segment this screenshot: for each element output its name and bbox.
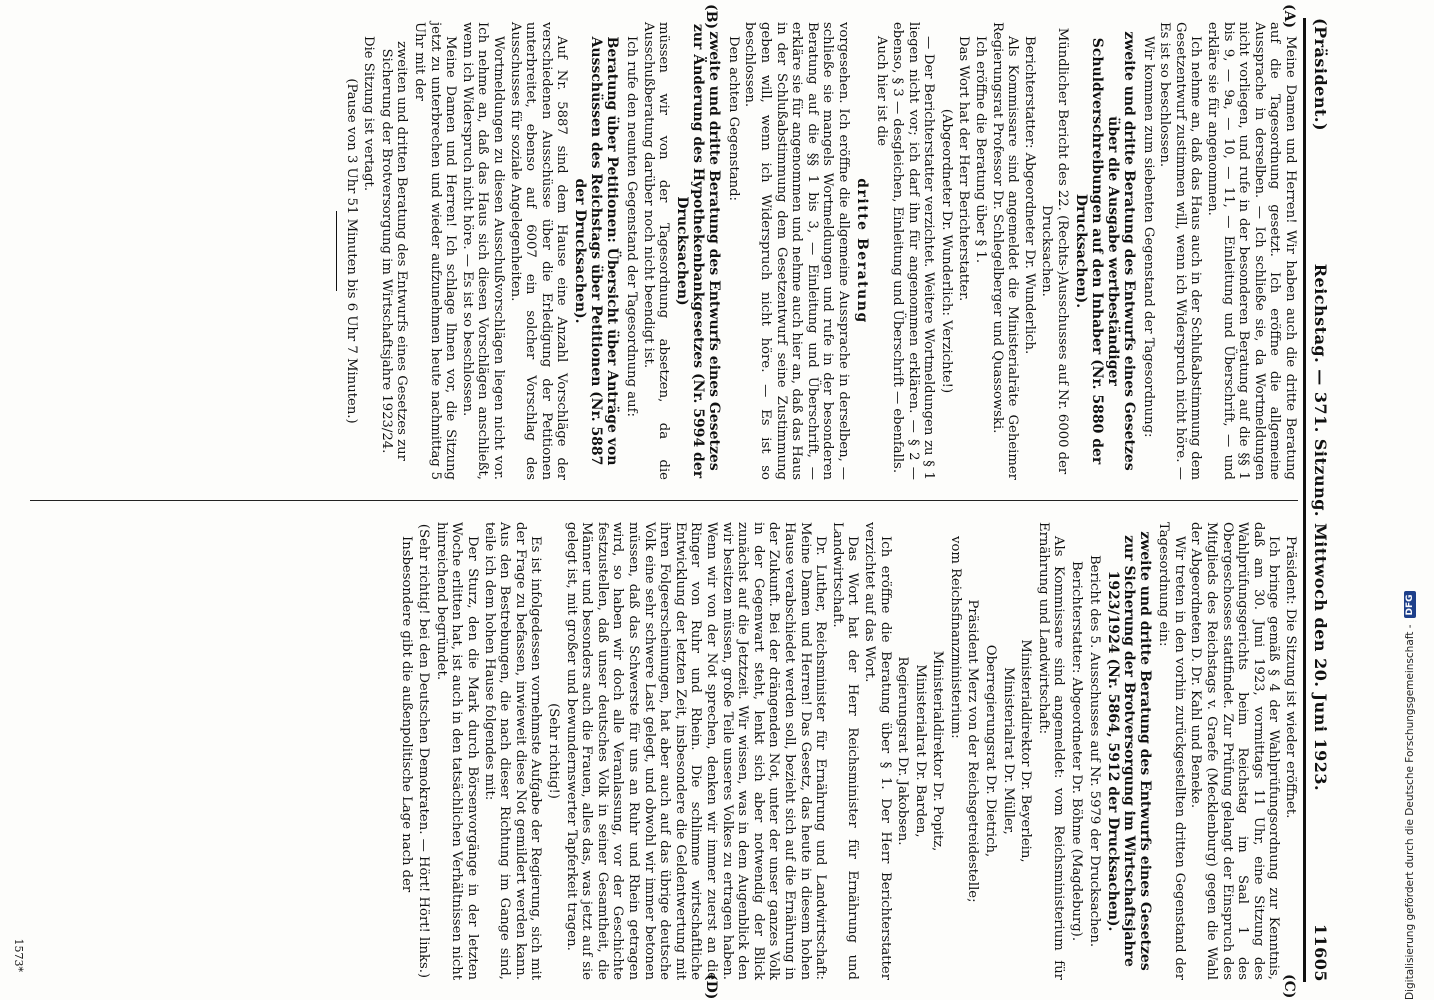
speech-paragraph: Der Sturz, den die Mark durch Börsenvorgänge in der letzten Woche erlitten hat, ist auch in den tatsächlichen Verhältnissen nicht hinreichend begründet.	[433, 522, 481, 980]
page-number: 11605	[1310, 923, 1330, 982]
paragraph: — Der Berichterstatter verzichtet. Weitere Wortmeldungen zu § 1 liegen nicht vor; ich darf ihn für angenommen erklären. — § 2 — ebenso, § 3 — desgleichen, Einleitung und Überschrift — ebenfalls.	[890, 22, 937, 480]
paragraph: Als Kommissare sind angemeldet die Ministerialräte Geheimer Regierungsrat Professor Dr. Schlegelberger und Quassowski.	[989, 22, 1021, 480]
header-title: Reichstag. — 371. Sitzung. Mittwoch den 20. Juni 1923.	[1310, 263, 1330, 792]
digitization-credit	[1396, 0, 1424, 1000]
paragraph: Ich nehme an, daß das Haus auch in der Schlußabstimmung dem Gesetzentwurf zustimmen will, wenn ich Widerspruch nicht höre. — Es ist so beschlossen.	[1157, 22, 1204, 480]
margin-marker-c: (C)	[1281, 974, 1297, 999]
paragraph: Den achten Gegenstand:	[725, 36, 741, 201]
paragraph: Ich eröffne die Beratung über § 1.	[973, 36, 989, 264]
commissioner-item: Ministerialdirektor Dr. Beyerlein,	[1018, 639, 1034, 863]
header-rule	[1303, 18, 1306, 982]
interjection: (Abgeordneter Dr. Wunderlich: Verzichte!)	[938, 108, 954, 394]
paragraph: Ich eröffne die Beratung über § 1. Der Herr Berichterstatter verzichtet auf das Wort.	[861, 522, 893, 980]
paragraph: Auf Nr. 5887 sind dem Hause eine Anzahl Vorschläge der verschiedenen Ausschüsse über die Erledigung der Petitionen unterbreitet, ebenso auf 6007 ein solcher Vorschlag des Ausschusses für soziale Angelegenheiten.	[507, 22, 570, 480]
paragraph: vom Reichsfinanzministerium:	[947, 536, 963, 739]
page-header	[1308, 18, 1332, 982]
paragraph: Mündlicher Bericht des 22. (Rechts-)Ausschusses auf Nr. 6000 der Drucksachen.	[1039, 27, 1071, 475]
agenda-heading: dritte Beratung	[853, 178, 870, 324]
paragraph: Meine Damen und Herren! Wir haben auch die dritte Beratung auf die Tagesordnung gesetzt. Ich eröffne die allgemeine Aussprache in derselben. — Ich schließe sie, da Wortmeldungen nicht vorliegen, und rufe in der besonderen Beratung auf die §§ 1 bis 9, — 9a, — 10, — 11, — Einleitung und Überschrift, — und erkläre sie für angenommen.	[1205, 22, 1298, 480]
agenda-heading: Beratung über Petitionen: Übersicht über Anträge von Ausschüssen des Reichstags über Petitionen (Nr. 5887 der Drucksachen).	[572, 36, 621, 466]
left-column	[330, 22, 1298, 480]
paragraph: Auch hier ist die	[873, 36, 889, 147]
commissioner-item: Oberregierungsrat Dr. Dietrich,	[983, 644, 999, 858]
interjection: (Sehr richtig!)	[546, 703, 562, 799]
speech-paragraph: Dr. Luther, Reichsminister für Ernährung und Landwirtschaft: Meine Damen und Herren! Das Gesetz, das heute in diesem hohen Hause verabschiedet werden soll, bezieht sich auf die Ernährung in der Zukunft. Bei der drängenden Not, unter der unser ganzes Volk in der Gegenwart steht, lenkt sich aber notwendig der Blick zunächst auf die Jetztzeit. Wir wissen, was in dem Augenblick den wir besitzen müssen, große Teile unseres Volkes zu ertragen haben. Wenn wir von der Not sprechen, denken wir immer zuerst an die Ringer von Ruhr und Rhein. Die schlimme wirtschaftliche Entwicklung der letzten Zeit, insbesondere die Geldentwertung mit ihren Folgeerscheinungen, hat aber auch auf das übrige deutsche Volk eine sehr schwere Last gelegt, und obwohl wir immer betonen müssen, daß das Schwerste für uns an Ruhr und Rhein getragen wird, so haben wir doch alle Veranlassung, vor der Geschichte festzustellen, daß unser deutsches Volk in seiner Gesamtheit, die Männer und besonders auch die Frauen, alles das, was jetzt auf sie gelegt ist, mit großer und bewundernswerter Tapferkeit tragen.	[563, 522, 829, 980]
commissioner-item: Regierungsrat Dr. Jakobsen.	[895, 656, 911, 846]
section-rule	[336, 211, 337, 291]
paragraph: Als Kommissare sind angemeldet: vom Reichsministerium für Ernährung und Landwirtschaft:	[1035, 522, 1067, 980]
speech-paragraph: Insbesondere gibt die außenpolitische Lage nach der	[398, 536, 414, 893]
paragraph: Bericht des 5. Ausschusses auf Nr. 5979 der Drucksachen.	[1086, 554, 1102, 948]
paragraph: Präsident Merz von der Reichsgetreidestelle;	[965, 599, 981, 903]
interjection: (Sehr richtig! bei den Deutschen Demokraten. — Hört! Hört! links.)	[416, 523, 432, 979]
margin-marker-a: (A)	[1281, 4, 1297, 29]
paragraph: Wortmeldungen zu diesen Ausschußvorschlägen liegen nicht vor. Ich nehme an, daß das Haus sich diesen Vorschlägen anschließt, wenn ich Widerspruch nicht höre. — Es ist so beschlossen.	[459, 22, 507, 480]
commissioner-item: Ministerialrat Dr. Müller,	[1000, 667, 1016, 835]
speech-paragraph: Es ist infolgedessen vornehmste Aufgabe der Regierung, sich mit der Frage zu befassen, inwieweit diese Not gemildert werden kann. Aus den Bestrebungen, die nach dieser Richtung im Gange sind, teile ich dem hohen Hause folgendes mit:	[481, 522, 544, 980]
paragraph: Wir treten in den vorhin zurückgestellten dritten Gegenstand der Tagesordnung ein:	[1156, 522, 1187, 980]
paragraph: Berichterstatter: Abgeordneter Dr. Wunderlich.	[1021, 36, 1037, 355]
agenda-heading: zweite und dritte Beratung des Entwurfs eines Gesetzes über die Ausgabe wertbeständiger Schuldverschreibungen auf den Inhaber (Nr. 5880 der Drucksachen).	[1073, 31, 1138, 471]
paragraph: Ich bringe gemäß § 4 der Wahlprüfungsordnung zur Kenntnis, daß am 30. Juni 1923, vormittags 11 Uhr, eine Sitzung des Wahlprüfungsgerichts beim Reichstag im Saal 1 des Obergeschosses stattfindet. Zur Prüfung gelangt der Einspruch des Mitglieds des Reichstags v. Graefe (Mecklenburg) gegen die Wahl der Abgeordneten D. Dr. Kahl und Beneke.	[1188, 522, 1282, 980]
paragraph: Berichterstatter: Abgeordneter Dr. Böhme (Magdeburg).	[1069, 560, 1085, 942]
paragraph: Wir kommen zum siebenten Gegenstand der Tagesordnung:	[1140, 36, 1156, 438]
paragraph: zweiten und dritten Beratung des Entwurfs eines Gesetzes zur Sicherung der Brotversorgung im Wirtschaftsjahre 1923/24.	[378, 41, 410, 461]
right-column	[397, 522, 1298, 980]
margin-marker-b: (B)	[703, 4, 719, 30]
paragraph: Die Sitzung ist vertagt.	[361, 36, 377, 192]
paragraph: Das Wort hat der Herr Reichsminister für Ernährung und Landwirtschaft.	[829, 522, 861, 980]
credit-text: Digitalisierung gefördert durch die Deutsche Forschungsgemeinschaft -	[1404, 624, 1416, 1000]
paragraph: vorgesehen. Ich eröffne die allgemeine Aussprache in derselben, — schließe sie mangels Wortmeldungen und rufe in der besonderen Beratung auf die §§ 1 bis 3, — Einleitung und Überschrift, — erkläre sie für angenommen und nehme auch hier an, daß das Haus in der Schlußabstimmung dem Gesetzentwurf seine Zustimmung geben will, wenn ich Widerspruch nicht höre. — Es ist so beschlossen.	[742, 22, 851, 480]
commissioner-item: Ministerialrat Dr. Barden,	[912, 664, 928, 838]
pause-note: (Pause von 3 Uhr 51 Minuten bis 6 Uhr 7 Minuten.)	[343, 78, 359, 424]
dfg-logo: DFG	[1404, 591, 1416, 618]
paragraph: Das Wort hat der Herr Berichterstatter.	[956, 36, 972, 302]
paragraph: Ich rufe den neunten Gegenstand der Tagesordnung auf:	[624, 36, 639, 417]
agenda-heading: zweite und dritte Beratung des Entwurfs eines Gesetzes zur Sicherung der Brotversorgung im Wirtschaftsjahre 1923/1924 (Nr. 5864, 5912 der Drucksachen).	[1104, 531, 1153, 971]
column-divider	[30, 500, 1298, 501]
paragraph: müssen wir von der Tagesordnung absetzen, da die Ausschußberatung darüber noch nicht beendigt ist.	[640, 22, 672, 480]
header-left: (Präsident.)	[1310, 18, 1330, 132]
agenda-heading: zweite und dritte Beratung des Entwurfs eines Gesetzes zur Änderung des Hypothekenbankgesetzes (Nr. 5994 der Drucksachen)	[674, 23, 723, 479]
paragraph: Meine Damen und Herren! Ich schlage Ihnen vor, die Sitzung jetzt zu unterbrechen und wieder aufzunehmen heute nachmittag 5 Uhr mit der	[412, 22, 459, 480]
signature-mark: 1573*	[11, 938, 25, 972]
margin-marker-d: (D)	[703, 974, 719, 1000]
paragraph: Präsident: Die Sitzung ist wieder eröffnet.	[1283, 536, 1298, 819]
commissioner-item: Ministerialdirektor Dr. Popitz,	[930, 650, 946, 852]
